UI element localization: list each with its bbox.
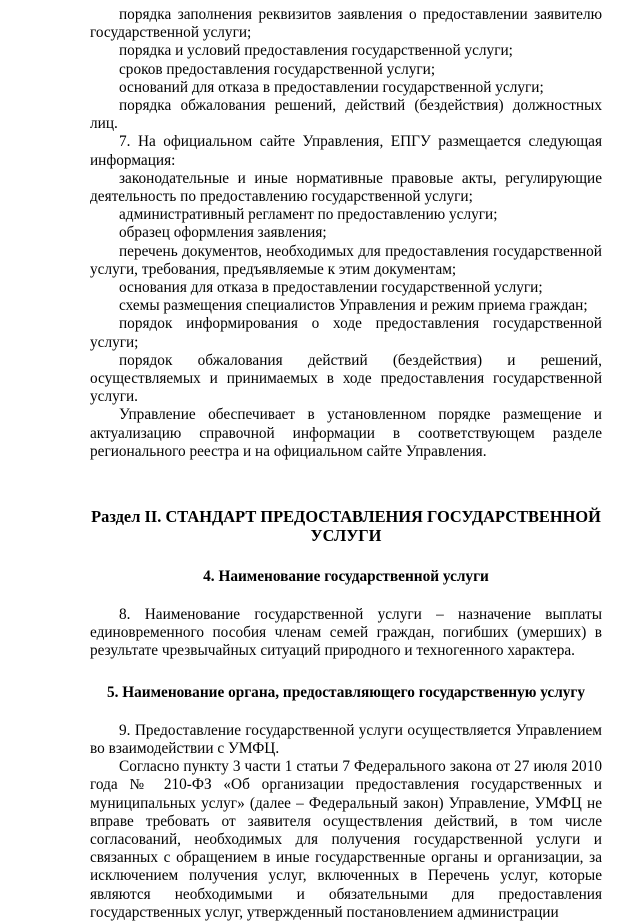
document-page <box>90 6 602 922</box>
paragraph: законодательные и иные нормативные правовые акты, регулирующие деятельность по предоставлению государственной услуги; <box>90 169 602 206</box>
paragraph: сроков предоставления государственной услуги; <box>119 60 436 78</box>
section-title: Раздел II. СТАНДАРТ ПРЕДОСТАВЛЕНИЯ ГОСУДАРСТВЕННОЙ УСЛУГИ <box>91 507 601 546</box>
paragraph: Управление обеспечивает в установленном порядке размещение и актуализацию справочной информации в соответствующем разделе регионального реестра и на официальном сайте Управления. <box>90 406 602 460</box>
paragraph-10: Согласно пункту 3 части 1 статьи 7 Федерального закона от 27 июля 2010 года № 210-ФЗ «Об организации предоставления государственных и муниципальных услуг» (далее – Федеральный закон) Управление, УМФЦ не вправе требовать от заявителя осуществления действий, в том числе согласований, необходимых для получения государственной услуги и связанных с обращением в иные государственные органы и организации, за исключением получения услуг, включенных в Перечень услуг, которые являются необходимыми и обязательными для предоставления государственных услуг, утвержденный постановлением администрации <box>90 758 602 921</box>
paragraph: порядка и условий предоставления государственной услуги; <box>119 42 513 60</box>
paragraph: порядка заполнения реквизитов заявления о предоставлении заявителю государственной услуги; <box>90 6 602 42</box>
paragraph: порядка обжалования решений, действий (бездействия) должностных лиц. <box>90 97 602 133</box>
paragraph-9: 9. Предоставление государственной услуги осуществляется Управлением во взаимодействии с УМФЦ. <box>90 721 602 757</box>
subsection-4-title: 4. Наименование государственной услуги <box>203 568 489 586</box>
paragraph: административный регламент по предоставлению услуги; <box>119 206 498 224</box>
paragraph: образец оформления заявления; <box>119 224 327 242</box>
paragraph-7: 7. На официальном сайте Управления, ЕПГУ размещается следующая информация: <box>90 133 602 169</box>
paragraph: основания для отказа в предоставлении государственной услуги; <box>119 279 543 297</box>
paragraph: порядок информирования о ходе предоставления государственной услуги; <box>90 315 602 351</box>
paragraph: порядок обжалования действий (бездействия) и решений, осуществляемых и принимаемых в ходе предоставления государственной услуги. <box>90 351 602 406</box>
paragraph: схемы размещения специалистов Управления и режим приема граждан; <box>119 297 588 315</box>
paragraph: перечень документов, необходимых для предоставления государственной услуги, требования, предъявляемые к этим документам; <box>90 242 602 278</box>
paragraph-8: 8. Наименование государственной услуги – назначение выплаты единовременного пособия членам семей граждан, погибших (умерших) в результате чрезвычайных ситуаций природного и техногенного характера. <box>90 606 602 660</box>
subsection-5-title: 5. Наименование органа, предоставляющего государственную услугу <box>106 683 586 701</box>
paragraph: оснований для отказа в предоставлении государственной услуги; <box>119 78 544 96</box>
